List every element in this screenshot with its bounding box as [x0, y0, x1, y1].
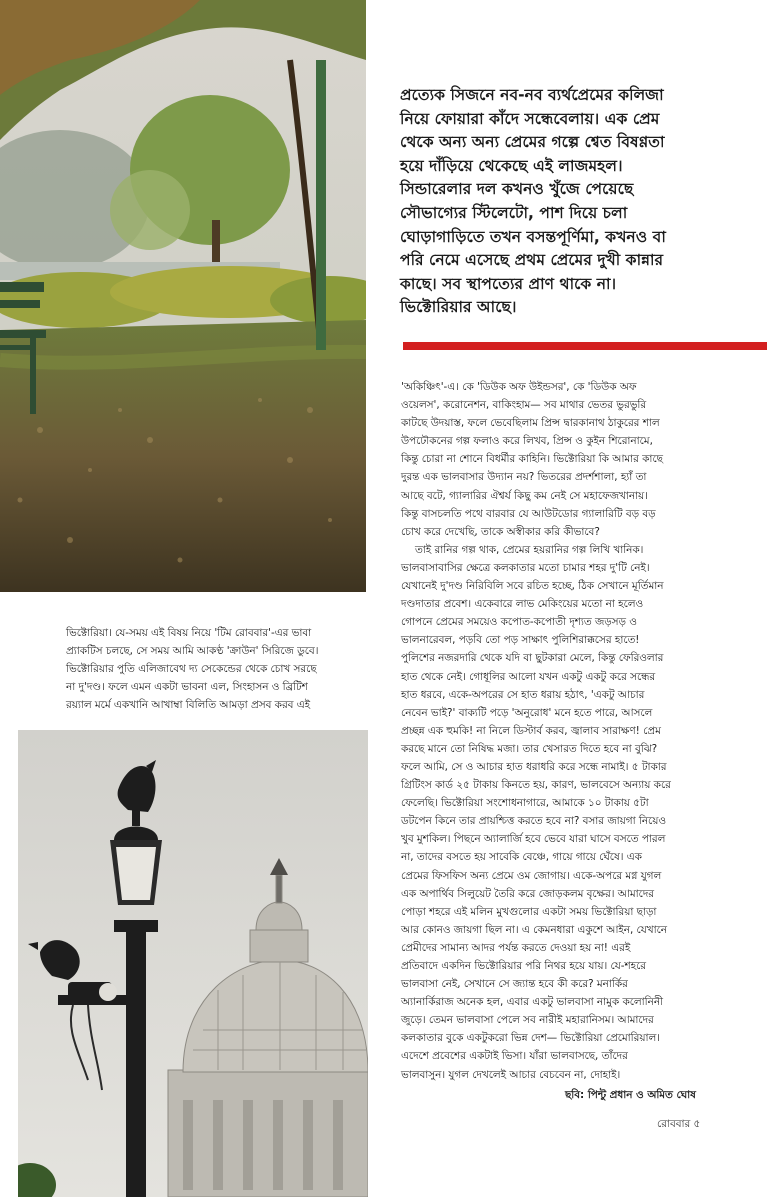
- article-line: কাটছে উদয়াস্ত, ফলে ভেবেছিলাম প্রিন্স দ্বারকানাথ ঠাকুরের শাল: [401, 417, 660, 430]
- pull-quote-line: হয়ে দাঁড়িয়ে থেকেছে এই লাজমহল।: [400, 156, 623, 175]
- article-line: ফেলেছি। ভিক্টোরিয়া সংশোধনাগারে, আমাকে ১০ টাকায় ৫টা: [401, 797, 649, 810]
- article-line: প্রেমীদের সামান্য আদর পর্যন্ত করতে দেওয়া হয় না! এরই: [401, 941, 631, 954]
- pull-quote-line: ঘোড়াগাড়িতে তখন বসন্তপূর্ণিমা, কখনও বা: [400, 227, 666, 246]
- article-line: 'অকিঞ্চিৎ'-এ। কে 'ডিউক অফ উইন্ডসর', কে 'ডিউক অফ: [401, 381, 637, 393]
- article-line: প্র্যাকটিস চলছে, সে সময় আমি আকণ্ঠ 'ক্রাউন' সিরিজে ডুবে।: [66, 645, 319, 658]
- article-line: গোপনে প্রেমের সময়েও কপোত-কপোতী দৃশ্যত জড়সড় ও: [401, 616, 637, 629]
- article-line: উপঢৌকনের গল্প ফলাও করে লিখব, প্রিন্স ও কুইন শিরোনামে,: [401, 435, 653, 448]
- pull-quote-line: ভিক্টোরিয়ার আছে।: [400, 298, 517, 317]
- article-line: দণ্ডদাতার প্রবেশ। একেবারে লাভ মেকিংয়ের মতো না হলেও: [401, 598, 644, 611]
- article-line: এক অপার্থিব সিলুয়েট তৈরি করে জোড়কলম বৃক্ষের। আমাদের: [401, 887, 655, 900]
- pull-quote: [400, 84, 768, 320]
- article-line: এদেশে প্রবেশের একটাই ভিসা। যাঁরা ভালবাসছে, তাঁদের: [401, 1050, 628, 1063]
- article-line: ফলে আমি, সে ও আচার হাত ধরাধরি করে সন্ধে নামাই। ৫ টাকার: [401, 760, 667, 773]
- photo-credit: ছবি: পিন্টু প্রধান ও অমিত ঘোষ: [565, 1089, 696, 1101]
- article-line: প্রচ্ছন্ন এক হুমকি! না নিলে ডিস্টার্ব করব, জ্বালাব সারাক্ষণ! প্রেম: [401, 724, 661, 737]
- article-line: ভিক্টোরিয়ার পুতি এলিজাবেথ দ্য সেকেন্ডের থেকে চোখ সরছে: [66, 663, 317, 676]
- article-line: ভিক্টোরিয়া। যে-সময় এই বিষয় নিয়ে 'টিম রোববার'-এর ভাবা: [66, 627, 312, 639]
- article-line: প্রেমের ফিসফিস অন্য প্রেমে ওম জোগায়। একে-অপরে মগ্ন যুগল: [401, 869, 662, 882]
- pull-quote-line: নিয়ে ফোয়ারা কাঁদে সন্ধেবেলায়। এক প্রেম: [400, 109, 660, 128]
- pull-quote-line: পরি নেমে এসেছে প্রথম প্রেমের দুখী কান্নার: [400, 251, 664, 270]
- article-line: কলকাতার বুকে একটুকরো ভিন্ন দেশ— ভিক্টোরিয়া প্রেমোরিয়াল।: [401, 1032, 660, 1045]
- article-line: ডটপেন কিনে তার প্রায়শ্চিত্ত করতে হবে না? বসার জায়গা নিয়েও: [401, 815, 666, 828]
- article-line: পোড়া শহরে এই মলিন মুখগুলোর একটা সময় ভিক্টোরিয়া ছাড়া: [401, 905, 657, 918]
- pull-quote-line: কাছে। সব স্থাপত্যের প্রাণ থাকে না।: [400, 274, 617, 293]
- article-line: প্রতিবাদে একদিন ভিক্টোরিয়ার পরি নিথর হয়ে যায়। যে-শহরে: [401, 960, 646, 972]
- pull-quote-line: প্রত্যেক সিজনে নব-নব ব্যর্থপ্রেমের কলিজা: [400, 86, 664, 104]
- article-line: আছে বটে, গ্যালারির ঐশ্বর্য কিছু কম নেই সে মহাফেজখানায়।: [401, 489, 648, 502]
- victoria-memorial-illustration: [18, 730, 368, 1197]
- article-line: তাই রানির গল্প থাক, প্রেমের হয়রানির গল্প লিখি খানিক।: [415, 543, 644, 556]
- article-line: না, তাদের বসতে হয় সাবেকি বেঞ্চে, গায়ে গায়ে ঘেঁষে। এক: [401, 851, 642, 864]
- pull-quote-line: সৌভাগ্যের স্টিলেটো, পাশ দিয়ে চলা: [400, 203, 628, 222]
- article-line: ভালনারেবল, পড়বি তো পড় সাক্ষাৎ পুলিশিরাক্কসের হাতে!: [401, 634, 640, 647]
- article-column-left: [66, 624, 366, 714]
- article-line: ভালবাসাবাসির ক্ষেত্রে কলকাতার মতো চামার শহর দু'টি নেই।: [401, 561, 650, 574]
- article-line: কিন্তু বাসচলতি পথে বারবার যে আউটডোর গ্যালারিটি বড় বড়: [401, 507, 656, 520]
- park-photo-illustration: [0, 0, 366, 592]
- article-line: খুব মুশকিল। পিছনে অ্যালার্জি হবে ভেবে যারা ঘাসে বসতে পারল: [401, 833, 666, 846]
- page-number: রোববার ৫: [657, 1118, 701, 1130]
- pull-quote-line: সিন্ডারেলার দল কখনও খুঁজে পেয়েছে: [400, 180, 634, 199]
- article-line: নেবেন ভাই?' বাক্যটি পড়ে 'অনুরোধ' মনে হতে পারে, আসলে: [401, 706, 653, 719]
- article-line: ওয়েলস', করোনেশন, বাকিংহাম— সব মাথার ভেতর ভুরভুরি: [401, 399, 647, 412]
- article-line: পুলিশের নজরদারি থেকে যদি বা ছুটকারা মেলে, কিন্তু ফেরিওলার: [401, 652, 664, 665]
- article-line: করছে মানে তো নিষিদ্ধ মজা। তার খেসারত দিতে হবে না বুঝি?: [401, 742, 658, 755]
- article-line: চোখ করে দেখেছি, তাকে অস্বীকার করি কীভাবে?: [401, 525, 600, 538]
- park-photo: [0, 0, 366, 592]
- article-line: হাত থেকে নেই। গোধূলির আলো যখন একটু একটু করে সন্ধের: [401, 670, 656, 683]
- article-line: আর কোনও জায়গা ছিল না। এ কেমনধারা একুশে আইন, যেখানে: [401, 923, 667, 936]
- article-line: কিন্তু চোরা না শোনে বিধর্মীর কাহিনি। ভিক্টোরিয়া কি আমার কাছে: [401, 453, 663, 466]
- victoria-memorial-photo: [18, 730, 368, 1197]
- article-line: হাত ধরবে, একে-অপরের সে হাত ধরায় হঠাৎ, 'একটু আচার: [401, 688, 645, 701]
- article-line: অ্যানার্কিরাজ অনেক হল, এবার একটু ভালবাসা নামুক কলোনিনী: [401, 996, 664, 1009]
- article-line: গ্রিটিংস কার্ড ২৫ টাকায় কিনতে হয়, কারণ, ভালবেসে অন্যায় করে: [401, 779, 671, 792]
- article-line: না দু'দণ্ড। ফলে এমন একটা ভাবনা এল, সিংহাসন ও ব্রিটিশ: [66, 681, 308, 694]
- article-line: রয়্যাল মর্মে একখানি আখাম্বা বিলিতি আমড়া প্রসব করব এই: [66, 699, 311, 712]
- accent-rule: [403, 342, 767, 350]
- article-line: যেখানেই দু'দণ্ড নিরিবিলি সবে রচিত হচ্ছে, ঠিক সেখানে মূর্তিমান: [401, 580, 664, 593]
- article-line: জুড়ে। তেমন ভালবাসা পেলে সব নারীই মহারানিসম। আমাদের: [401, 1014, 654, 1027]
- article-line: দুরন্ত এক ভালবাসার উদ্যান নয়? ভিতরের প্রদর্শশালা, হ্যাঁ তা: [401, 471, 647, 484]
- pull-quote-line: থেকে অন্য অন্য প্রেমের গল্পে শ্বেত বিষণ্ণতা: [400, 133, 665, 152]
- article-line: ভালবাসা নেই, সেখানে সে জ্যান্ত হবে কী করে? মনার্কির: [401, 978, 628, 991]
- article-column-right: [401, 378, 766, 1084]
- article-line: ভালবাসুন। যুগল দেখলেই আচার বেচবেন না, দোহাই।: [401, 1068, 621, 1081]
